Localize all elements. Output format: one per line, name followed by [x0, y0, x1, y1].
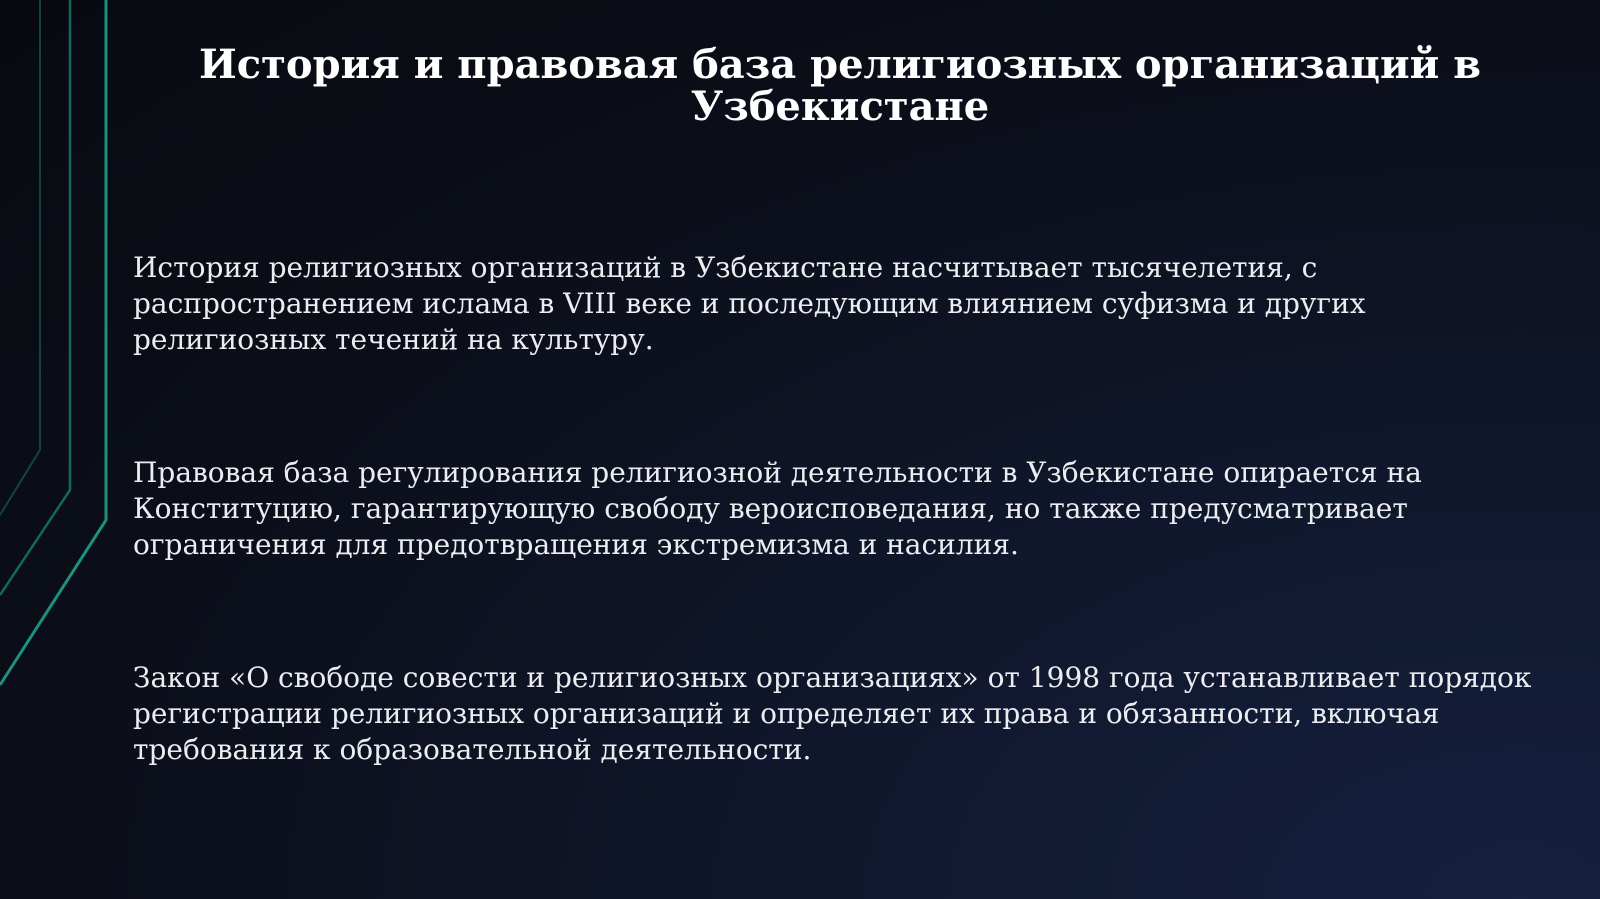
slide-title: История и правовая база религиозных организаций в Узбекистане: [198, 41, 1481, 130]
paragraph-history: История религиозных организаций в Узбекистане насчитывает тысячелетия, с распространением ислама в VIII веке и последующим влиянием суфизма и других религиозных течений на культуру.: [133, 251, 1366, 356]
decorative-lines: [0, 0, 120, 899]
accent-line-inner: [0, 0, 40, 515]
paragraph-legal-basis: Правовая база регулирования религиозной деятельности в Узбекистане опирается на Конституцию, гарантирующую свободу вероисповедания, но также предусматривает ограничения для предотвращения экстремизма и насилия.: [133, 456, 1422, 561]
accent-line-outer: [0, 0, 106, 685]
accent-line-middle: [0, 0, 70, 595]
paragraph-law-1998: Закон «О свободе совести и религиозных организациях» от 1998 года устанавливает порядок регистрации религиозных организаций и определяет их права и обязанности, включая требования к образовательной деятельности.: [133, 661, 1532, 766]
